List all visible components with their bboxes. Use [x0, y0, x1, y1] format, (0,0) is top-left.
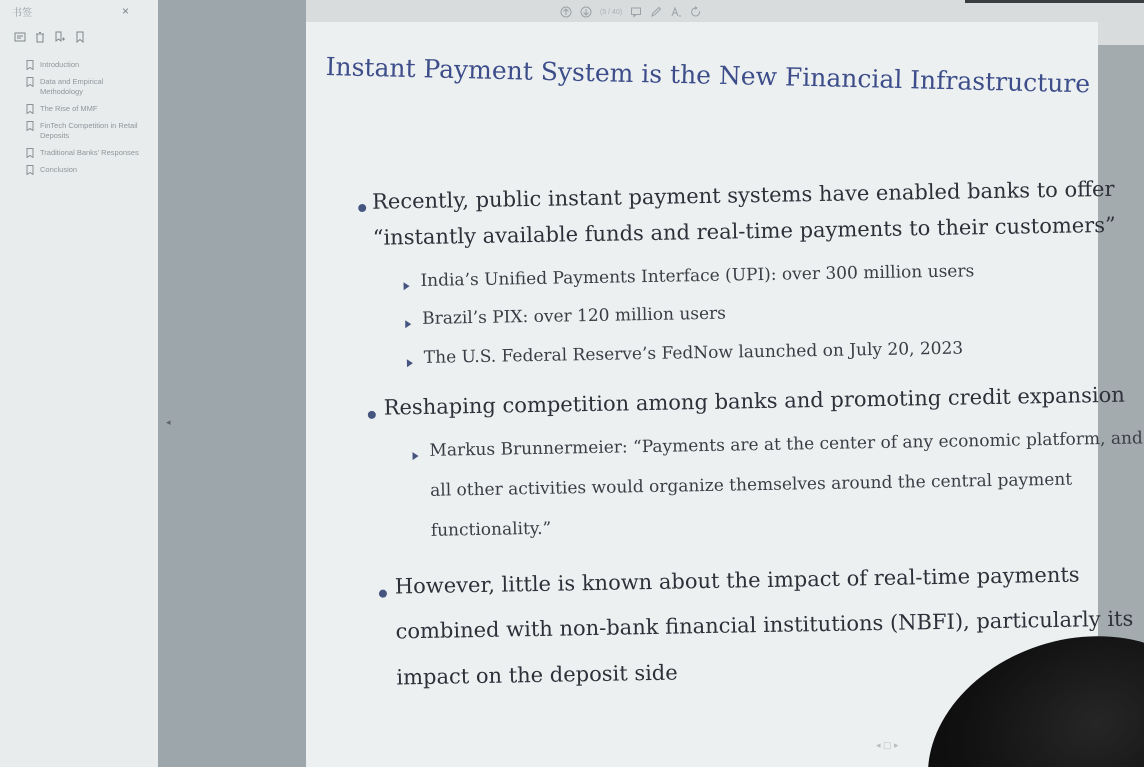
previous-page-icon[interactable] — [560, 6, 572, 18]
bookmark-icon — [26, 121, 34, 131]
sub-bullet-marker — [412, 452, 418, 460]
sub-bullet-marker — [405, 320, 411, 328]
bookmark-add-icon[interactable] — [54, 31, 66, 43]
bookmark-label: Introduction — [40, 60, 80, 69]
bookmark-item[interactable] — [26, 148, 146, 158]
rotate-icon[interactable] — [690, 6, 702, 18]
bookmark-label: Data and Empirical Methodology — [40, 77, 104, 96]
sub-bullet-marker — [407, 359, 413, 367]
bookmark-label: The Rise of MMF — [40, 104, 98, 113]
window-edge — [965, 0, 1144, 3]
text-tool-icon[interactable] — [670, 6, 682, 18]
collapse-sidebar-icon[interactable]: ◂ — [166, 418, 171, 428]
bullet-marker — [379, 590, 387, 598]
pen-icon[interactable] — [650, 6, 662, 18]
page-indicator: (5 / 40) — [600, 8, 623, 16]
next-page-icon[interactable] — [580, 6, 592, 18]
sub-bullet-text: all other activities would organize themselves around the central payment — [429, 469, 1073, 501]
slide-title: Instant Payment System is the New Financial Infrastructure — [325, 52, 1091, 99]
bullet-text: “instantly available funds and real-time payments to their customers” — [372, 212, 1116, 250]
bullet-text: Reshaping competition among banks and promoting credit expansion — [383, 382, 1125, 420]
bullet-text: impact on the deposit side — [396, 660, 678, 690]
bullet-text: However, little is known about the impact of real-time payments — [394, 562, 1080, 599]
bookmark-label: FinTech Competition in Retail Deposits — [40, 121, 138, 140]
sub-bullet-text: The U.S. Federal Reserve’s FedNow launched on July 20, 2023 — [423, 338, 964, 368]
sub-bullet-text: Brazil’s PIX: over 120 million users — [421, 303, 727, 329]
trash-icon[interactable] — [34, 31, 46, 43]
sub-bullet-text: functionality.” — [430, 518, 552, 541]
sidebar-toolbar — [14, 31, 86, 43]
bookmark-label: Conclusion — [40, 165, 78, 174]
sub-bullet-text: Markus Brunnermeier: “Payments are at the center of any economic platform, and — [429, 428, 1143, 461]
slide-navigation[interactable]: ◂ ▢ ▸ — [876, 740, 899, 750]
bullet-marker — [358, 204, 366, 212]
bookmark-sidebar — [0, 0, 159, 767]
viewer-toolbar — [560, 3, 702, 21]
bookmark-item[interactable] — [26, 104, 146, 114]
viewer-background — [158, 0, 306, 767]
sidebar-title: 书签 — [12, 8, 32, 19]
bullet-text: combined with non-bank financial institutions (NBFI), particularly its — [395, 606, 1134, 644]
bullet-marker — [368, 411, 376, 419]
bookmark-icon — [26, 104, 34, 114]
comment-icon[interactable] — [630, 6, 642, 18]
bookmark-icon[interactable] — [74, 31, 86, 43]
close-sidebar-button[interactable]: × — [122, 4, 130, 18]
bookmark-item[interactable] — [26, 77, 146, 97]
bookmark-item[interactable] — [26, 60, 146, 70]
bookmark-icon — [26, 77, 34, 87]
bookmark-label: Traditional Banks' Responses — [40, 148, 139, 157]
bookmark-item[interactable] — [26, 121, 146, 141]
sub-bullet-text: India’s Unified Payments Interface (UPI): over 300 million users — [420, 261, 975, 291]
bookmark-item[interactable] — [26, 165, 146, 175]
slide-page — [306, 22, 1143, 767]
bookmark-icon — [26, 148, 34, 158]
bullet-text: Recently, public instant payment systems have enabled banks to offer — [371, 176, 1115, 214]
outline-view-icon[interactable] — [14, 31, 26, 43]
slide-content — [299, 15, 1143, 767]
bookmark-icon — [26, 165, 34, 175]
bookmark-list — [26, 60, 146, 182]
sub-bullet-marker — [404, 282, 410, 290]
bookmark-icon — [26, 60, 34, 70]
